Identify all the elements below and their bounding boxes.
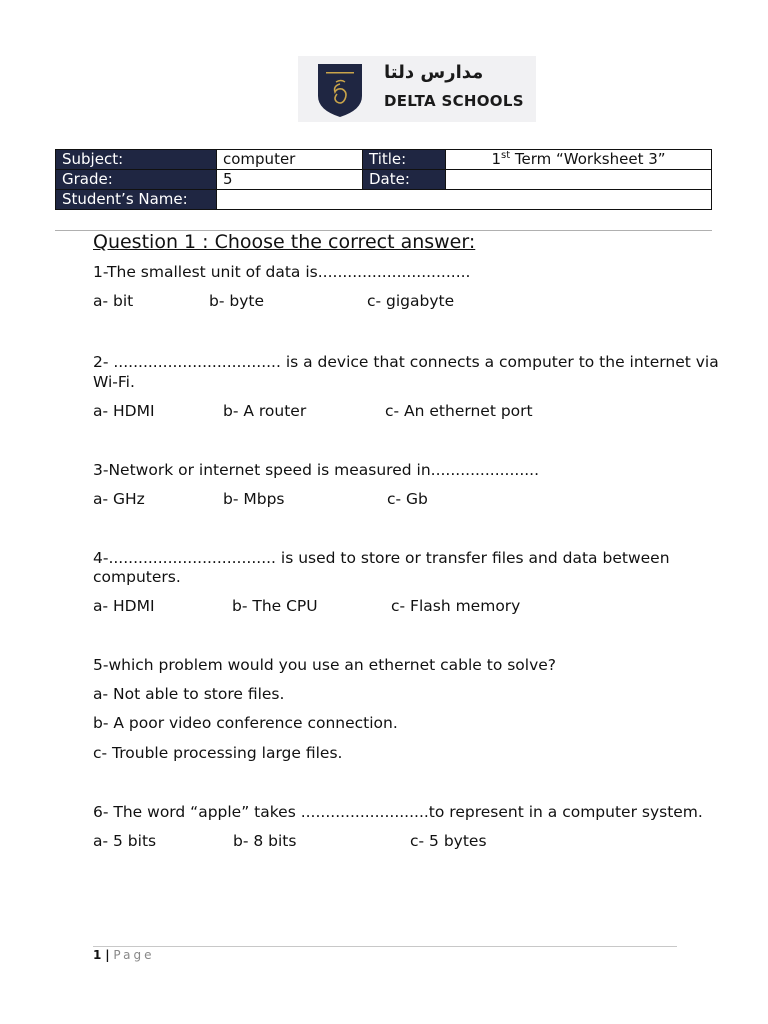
page-number: 1: [93, 948, 102, 962]
worksheet-info-table: [55, 149, 712, 210]
question-5-option-a[interactable]: a- Not able to store files.: [93, 685, 285, 703]
question-1-text: 1-The smallest unit of data is...............................: [93, 263, 471, 281]
question-6-text: 6- The word “apple” takes ..........................to represent in a computer system.: [93, 803, 703, 821]
student-name-label: Student’s Name:: [56, 190, 217, 210]
logo-arabic-text: مدارس دلتا: [384, 62, 484, 83]
question-2-option-b[interactable]: b- A router: [223, 402, 307, 420]
question-6-option-b[interactable]: b- 8 bits: [233, 832, 297, 850]
grade-value[interactable]: 5: [217, 170, 363, 190]
title-label: Title:: [363, 150, 446, 170]
question-4-option-a[interactable]: a- HDMI: [93, 597, 155, 615]
question-2-text-line2: Wi-Fi.: [93, 373, 135, 391]
question-3-option-c[interactable]: c- Gb: [387, 490, 428, 508]
footer-divider: [93, 946, 677, 947]
title-value[interactable]: 1st Term “Worksheet 3”: [446, 150, 712, 170]
question-3-option-a[interactable]: a- GHz: [93, 490, 145, 508]
question-3-text: 3-Network or internet speed is measured in......................: [93, 461, 540, 479]
delta-shield-icon: [316, 62, 364, 118]
question-2-text-line1: 2- .................................. is a device that connects a computer to the internet via: [93, 353, 719, 371]
grade-label: Grade:: [56, 170, 217, 190]
question-1-option-c[interactable]: c- gigabyte: [367, 292, 455, 310]
subject-label: Subject:: [56, 150, 217, 170]
question-6-option-a[interactable]: a- 5 bits: [93, 832, 157, 850]
question-6-option-c[interactable]: c- 5 bytes: [410, 832, 487, 850]
question-4-option-b[interactable]: b- The CPU: [232, 597, 318, 615]
student-name-value[interactable]: [217, 190, 712, 210]
question-1-option-a[interactable]: a- bit: [93, 292, 134, 310]
question-4-text-line1: 4-.................................. is used to store or transfer files and data between: [93, 549, 670, 567]
question-4-option-c[interactable]: c- Flash memory: [391, 597, 521, 615]
school-logo: [298, 56, 536, 122]
question-4-text-line2: computers.: [93, 568, 181, 586]
date-value[interactable]: [446, 170, 712, 190]
question-2-option-a[interactable]: a- HDMI: [93, 402, 155, 420]
subject-value[interactable]: computer: [217, 150, 363, 170]
question-5-option-b[interactable]: b- A poor video conference connection.: [93, 714, 398, 732]
footer-separator: |: [105, 948, 110, 962]
logo-english-text: DELTA SCHOOLS: [384, 92, 524, 110]
question-3-option-b[interactable]: b- Mbps: [223, 490, 285, 508]
page-footer: [93, 948, 154, 962]
question-2-option-c[interactable]: c- An ethernet port: [385, 402, 533, 420]
question-5-option-c[interactable]: c- Trouble processing large files.: [93, 744, 343, 762]
question-heading: Question 1 : Choose the correct answer:: [93, 231, 476, 253]
date-label: Date:: [363, 170, 446, 190]
page-word: Page: [113, 948, 155, 962]
question-1-option-b[interactable]: b- byte: [209, 292, 264, 310]
question-5-text: 5-which problem would you use an ethernet cable to solve?: [93, 656, 557, 674]
